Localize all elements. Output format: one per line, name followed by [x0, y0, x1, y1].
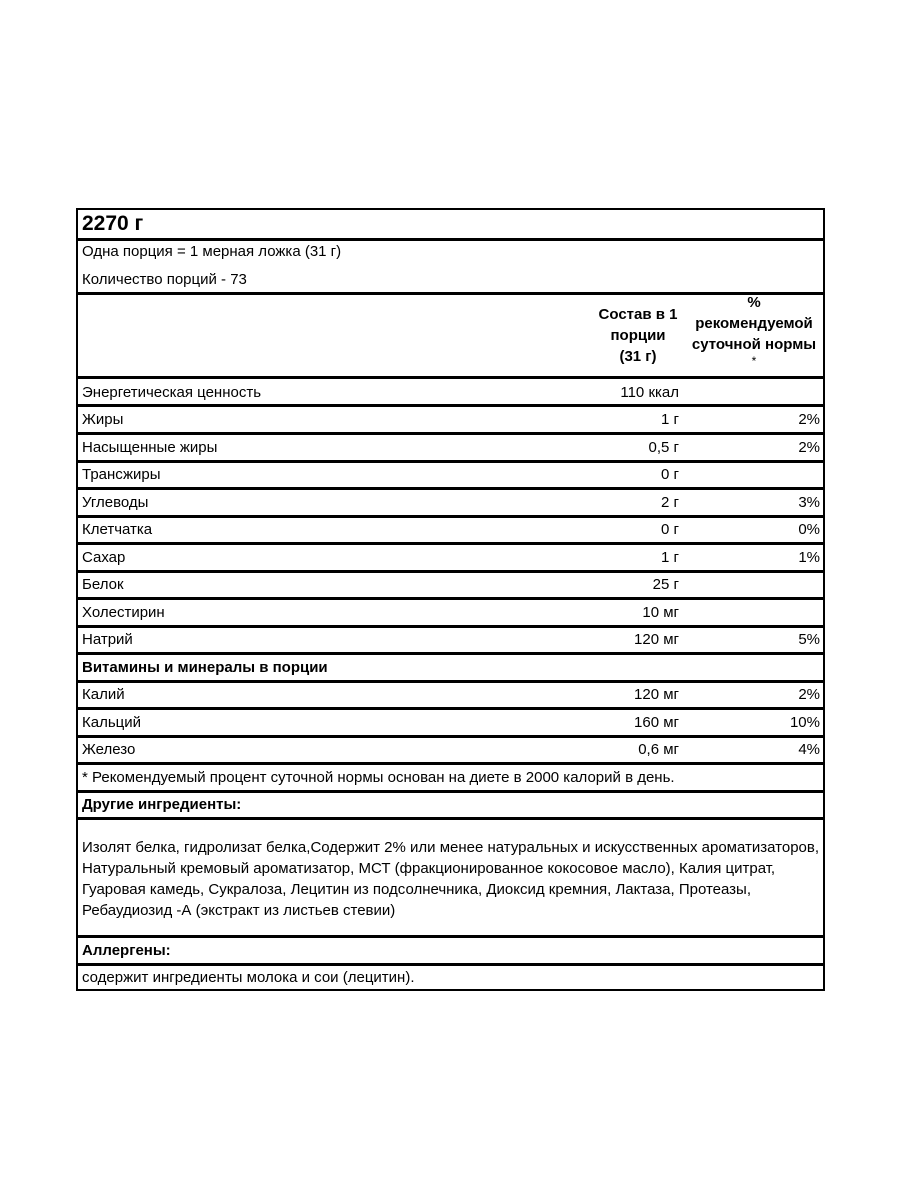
allergens-text: содержит ингредиенты молока и сои (лецитин).: [82, 969, 415, 986]
nutrient-name: Белок: [82, 576, 124, 593]
nutrient-amount: 0,5 г: [648, 439, 679, 456]
amount-column-header: [584, 304, 692, 367]
mineral-name: Железо: [82, 741, 136, 758]
divider: [78, 487, 823, 490]
ingredients-text: Изолят белка, гидролизат белка,Содержит 2% или менее натуральных и искусственных ароматизаторов, Натуральный кремовый ароматизатор, МСТ (фракционированное кокосовое масло), Калия цитрат, Гуаровая камедь, Сукралоза, Лецитин из подсолнечника, Диоксид кремния, Лактаза, Протеазы, Ребаудиозид -А (экстракт из листьев стевии): [82, 839, 820, 919]
divider: [78, 404, 823, 407]
mineral-amount: 0,6 мг: [638, 741, 679, 758]
nutrient-name: Насыщенные жиры: [82, 439, 218, 456]
serving-size: Одна порция = 1 мерная ложка (31 г): [82, 243, 342, 260]
nutrient-name: Клетчатка: [82, 521, 153, 538]
nutrient-name: Жиры: [82, 411, 124, 428]
divider: [78, 376, 823, 379]
nutrition-label: [76, 208, 825, 991]
other-ingredients-heading: Другие ингредиенты:: [82, 796, 242, 813]
nutrient-amount: 25 г: [652, 576, 679, 593]
mineral-percent: 4%: [798, 741, 820, 758]
divider: [78, 963, 823, 966]
amount-header-line: Состав в 1: [598, 306, 678, 323]
nutrient-name: Трансжиры: [82, 466, 161, 483]
divider: [78, 652, 823, 655]
divider: [78, 515, 823, 518]
nutrient-amount: 0 г: [661, 521, 679, 538]
percent-header-line: %: [747, 294, 761, 311]
nutrient-percent: 1%: [798, 549, 820, 566]
divider: [78, 707, 823, 710]
footnote: * Рекомендуемый процент суточной нормы основан на диете в 2000 калорий в день.: [82, 769, 675, 786]
percent-header-line: рекомендуемой: [695, 315, 813, 332]
allergens-heading: Аллергены:: [82, 942, 171, 959]
amount-header-line: (31 г): [619, 348, 657, 365]
nutrient-name: Сахар: [82, 549, 126, 566]
nutrient-name: Энергетическая ценность: [82, 384, 262, 401]
divider: [78, 625, 823, 628]
divider: [78, 460, 823, 463]
nutrient-name: Углеводы: [82, 494, 149, 511]
servings-count: Количество порций - 73: [82, 271, 247, 288]
divider: [78, 680, 823, 683]
amount-header-line: порции: [610, 327, 666, 344]
net-weight-title: 2270 г: [82, 212, 144, 235]
mineral-percent: 2%: [798, 686, 820, 703]
nutrient-percent: 0%: [798, 521, 820, 538]
nutrient-name: Холестирин: [82, 604, 165, 621]
divider: [78, 597, 823, 600]
nutrient-amount: 1 г: [661, 411, 679, 428]
mineral-percent: 10%: [789, 714, 820, 731]
nutrient-amount: 10 мг: [642, 604, 679, 621]
divider: [78, 570, 823, 573]
nutrient-amount: 110 ккал: [620, 384, 679, 401]
divider: [78, 542, 823, 545]
percent-column-header: [684, 292, 824, 367]
vitamins-heading: Витамины и минералы в порции: [82, 659, 328, 676]
divider: [78, 817, 823, 820]
nutrient-percent: 2%: [798, 439, 820, 456]
percent-header-line: суточной нормы: [691, 336, 817, 353]
divider: [78, 432, 823, 435]
divider: [78, 762, 823, 765]
divider: [78, 238, 823, 241]
mineral-name: Кальций: [82, 714, 141, 731]
nutrient-amount: 0 г: [661, 466, 679, 483]
nutrient-amount: 120 мг: [634, 631, 679, 648]
divider: [78, 935, 823, 938]
divider: [78, 790, 823, 793]
nutrient-amount: 1 г: [661, 549, 679, 566]
nutrient-amount: 2 г: [661, 494, 679, 511]
mineral-amount: 160 мг: [634, 714, 679, 731]
nutrient-percent: 5%: [798, 631, 820, 648]
nutrient-name: Натрий: [82, 631, 133, 648]
percent-header-line: *: [751, 354, 757, 368]
mineral-name: Калий: [82, 686, 125, 703]
nutrient-percent: 3%: [798, 494, 820, 511]
nutrient-percent: 2%: [798, 411, 820, 428]
divider: [78, 735, 823, 738]
mineral-amount: 120 мг: [634, 686, 679, 703]
